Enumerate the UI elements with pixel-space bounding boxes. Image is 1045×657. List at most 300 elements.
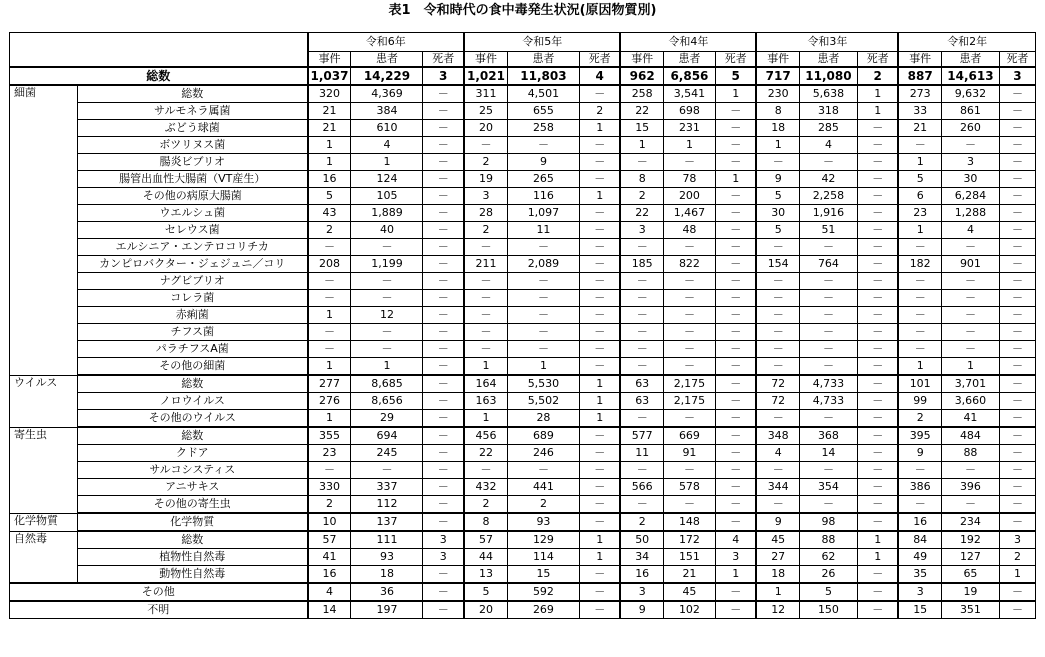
value-cell: 1	[308, 154, 351, 171]
value-cell: －	[898, 137, 941, 154]
value-cell: －	[308, 462, 351, 479]
value-cell: 4	[799, 137, 857, 154]
value-cell: －	[423, 307, 464, 324]
value-cell: 1	[715, 566, 756, 584]
value-cell: －	[663, 341, 715, 358]
value-cell: －	[857, 120, 898, 137]
value-cell: 1	[464, 410, 507, 428]
value-cell: －	[464, 324, 507, 341]
column-header: 患者	[351, 52, 423, 68]
value-cell: －	[999, 410, 1035, 428]
value-cell: 20	[464, 601, 507, 619]
value-cell: 368	[799, 427, 857, 445]
value-cell: 1	[579, 410, 620, 428]
value-cell: 15	[898, 601, 941, 619]
value-cell: 5	[464, 583, 507, 601]
total-cell: 962	[620, 67, 663, 85]
row-label: サルコシスティス	[78, 462, 308, 479]
value-cell: 2	[308, 496, 351, 514]
value-cell: －	[941, 324, 999, 341]
total-cell: 717	[756, 67, 799, 85]
value-cell: 3	[715, 549, 756, 566]
table-row	[10, 307, 1036, 324]
value-cell: －	[579, 154, 620, 171]
table-row	[10, 85, 1036, 103]
value-cell: 246	[507, 445, 579, 462]
value-cell: 16	[898, 513, 941, 531]
value-cell: －	[857, 358, 898, 376]
value-cell: －	[857, 256, 898, 273]
value-cell: 861	[941, 103, 999, 120]
value-cell: 2	[507, 496, 579, 514]
value-cell: 1,199	[351, 256, 423, 273]
value-cell: －	[464, 341, 507, 358]
value-cell: －	[756, 307, 799, 324]
value-cell: 2,258	[799, 188, 857, 205]
value-cell: 211	[464, 256, 507, 273]
value-cell: －	[999, 273, 1035, 290]
value-cell: 192	[941, 531, 999, 549]
table-row	[10, 462, 1036, 479]
value-cell: －	[857, 307, 898, 324]
column-header: 死者	[715, 52, 756, 68]
value-cell: 22	[620, 205, 663, 222]
value-cell: 99	[898, 393, 941, 410]
total-cell: 2	[857, 67, 898, 85]
value-cell: －	[579, 324, 620, 341]
table-row	[10, 205, 1036, 222]
column-header: 事件	[620, 52, 663, 68]
value-cell: －	[857, 583, 898, 601]
value-cell: 5	[799, 583, 857, 601]
value-cell: －	[351, 462, 423, 479]
value-cell: 72	[756, 375, 799, 393]
value-cell: 698	[663, 103, 715, 120]
total-row	[10, 67, 1036, 85]
row-label: その他の寄生虫	[78, 496, 308, 514]
value-cell: 1	[663, 137, 715, 154]
total-cell: 14,229	[351, 67, 423, 85]
value-cell: 116	[507, 188, 579, 205]
value-cell: －	[756, 410, 799, 428]
value-cell: 285	[799, 120, 857, 137]
table-row	[10, 256, 1036, 273]
value-cell: －	[507, 341, 579, 358]
value-cell: 18	[351, 566, 423, 584]
value-cell: －	[999, 479, 1035, 496]
value-cell: －	[857, 410, 898, 428]
total-label: 総数	[10, 67, 308, 85]
value-cell: 655	[507, 103, 579, 120]
value-cell: －	[423, 256, 464, 273]
value-cell: 1	[351, 154, 423, 171]
value-cell: －	[898, 239, 941, 256]
value-cell: －	[898, 290, 941, 307]
value-cell: 48	[663, 222, 715, 239]
value-cell: 30	[941, 171, 999, 188]
value-cell: －	[507, 290, 579, 307]
value-cell: 1	[898, 358, 941, 376]
value-cell: －	[999, 188, 1035, 205]
value-cell: 208	[308, 256, 351, 273]
value-cell: 1	[715, 171, 756, 188]
value-cell: 63	[620, 393, 663, 410]
row-label: アニサキス	[78, 479, 308, 496]
value-cell: 5,530	[507, 375, 579, 393]
value-cell: 901	[941, 256, 999, 273]
value-cell: 45	[756, 531, 799, 549]
value-cell: 2	[620, 513, 663, 531]
header-corner	[10, 33, 308, 68]
value-cell: 19	[464, 171, 507, 188]
value-cell: 3	[898, 583, 941, 601]
value-cell: 65	[941, 566, 999, 584]
value-cell: －	[857, 496, 898, 514]
value-cell: －	[715, 307, 756, 324]
value-cell: －	[941, 307, 999, 324]
value-cell: 484	[941, 427, 999, 445]
value-cell: －	[715, 205, 756, 222]
value-cell: －	[423, 222, 464, 239]
table-row	[10, 531, 1036, 549]
value-cell: 2	[620, 188, 663, 205]
row-label: 総数	[78, 375, 308, 393]
year-header: 令和3年	[756, 33, 898, 52]
value-cell: 102	[663, 601, 715, 619]
value-cell: 610	[351, 120, 423, 137]
value-cell: －	[941, 462, 999, 479]
value-cell: 163	[464, 393, 507, 410]
value-cell: －	[715, 239, 756, 256]
value-cell: 88	[941, 445, 999, 462]
value-cell: －	[999, 393, 1035, 410]
value-cell: －	[579, 222, 620, 239]
total-cell: 3	[423, 67, 464, 85]
value-cell: 10	[308, 513, 351, 531]
table-row	[10, 273, 1036, 290]
value-cell: 822	[663, 256, 715, 273]
value-cell: －	[423, 154, 464, 171]
value-cell: －	[308, 290, 351, 307]
value-cell: 355	[308, 427, 351, 445]
value-cell: 276	[308, 393, 351, 410]
value-cell: －	[715, 256, 756, 273]
value-cell: －	[620, 324, 663, 341]
value-cell: 41	[308, 549, 351, 566]
value-cell: －	[715, 273, 756, 290]
value-cell: －	[799, 358, 857, 376]
value-cell: －	[857, 513, 898, 531]
value-cell: 273	[898, 85, 941, 103]
table-row	[10, 103, 1036, 120]
value-cell: 45	[663, 583, 715, 601]
value-cell: －	[857, 566, 898, 584]
value-cell: －	[999, 513, 1035, 531]
value-cell: －	[799, 307, 857, 324]
value-cell: 11	[507, 222, 579, 239]
value-cell: －	[999, 358, 1035, 376]
food-poisoning-table	[9, 32, 1036, 619]
row-label: 腸炎ビブリオ	[78, 154, 308, 171]
total-cell: 14,613	[941, 67, 999, 85]
value-cell: －	[898, 462, 941, 479]
value-cell: 16	[620, 566, 663, 584]
value-cell: －	[999, 205, 1035, 222]
column-header: 死者	[423, 52, 464, 68]
value-cell: 21	[898, 120, 941, 137]
row-label: 植物性自然毒	[78, 549, 308, 566]
value-cell: 23	[898, 205, 941, 222]
value-cell: 4,501	[507, 85, 579, 103]
value-cell: 18	[756, 120, 799, 137]
value-cell: －	[756, 324, 799, 341]
value-cell: 1	[857, 549, 898, 566]
category-cell: ウイルス	[10, 375, 78, 427]
value-cell: －	[756, 462, 799, 479]
table-row	[10, 324, 1036, 341]
value-cell: 41	[941, 410, 999, 428]
value-cell: 50	[620, 531, 663, 549]
value-cell: －	[715, 222, 756, 239]
table-row	[10, 120, 1036, 137]
value-cell: 1	[620, 137, 663, 154]
row-label: カンピロバクター・ジェジュニ／コリ	[78, 256, 308, 273]
value-cell: －	[423, 137, 464, 154]
value-cell: －	[756, 290, 799, 307]
value-cell: 1	[857, 85, 898, 103]
value-cell: －	[857, 222, 898, 239]
value-cell: －	[579, 358, 620, 376]
value-cell: －	[579, 171, 620, 188]
value-cell: 22	[464, 445, 507, 462]
total-cell: 6,856	[663, 67, 715, 85]
value-cell: －	[999, 222, 1035, 239]
value-cell: －	[351, 290, 423, 307]
value-cell: 151	[663, 549, 715, 566]
value-cell: 84	[898, 531, 941, 549]
value-cell: 137	[351, 513, 423, 531]
value-cell: 40	[351, 222, 423, 239]
value-cell: －	[756, 273, 799, 290]
value-cell: －	[663, 358, 715, 376]
value-cell: 245	[351, 445, 423, 462]
value-cell: 9	[756, 513, 799, 531]
value-cell: 4	[351, 137, 423, 154]
value-cell: －	[999, 375, 1035, 393]
value-cell: －	[579, 445, 620, 462]
value-cell: 764	[799, 256, 857, 273]
table-row	[10, 188, 1036, 205]
value-cell: －	[857, 462, 898, 479]
value-cell: －	[857, 427, 898, 445]
value-cell: －	[423, 601, 464, 619]
value-cell: －	[620, 307, 663, 324]
value-cell: 19	[941, 583, 999, 601]
row-label: 不明	[10, 601, 308, 619]
value-cell: 29	[351, 410, 423, 428]
value-cell: －	[464, 137, 507, 154]
row-label: ボツリヌス菌	[78, 137, 308, 154]
column-header: 患者	[941, 52, 999, 68]
row-label: ぶどう球菌	[78, 120, 308, 137]
value-cell: 30	[756, 205, 799, 222]
total-cell: 887	[898, 67, 941, 85]
header-row-years	[10, 33, 1036, 52]
value-cell: －	[941, 273, 999, 290]
value-cell: 566	[620, 479, 663, 496]
value-cell: －	[857, 375, 898, 393]
value-cell: 4,733	[799, 375, 857, 393]
value-cell: 3	[999, 531, 1035, 549]
value-cell: －	[715, 583, 756, 601]
value-cell: －	[999, 85, 1035, 103]
value-cell: －	[423, 103, 464, 120]
value-cell: －	[464, 273, 507, 290]
value-cell: 8,656	[351, 393, 423, 410]
value-cell: 320	[308, 85, 351, 103]
value-cell: 260	[941, 120, 999, 137]
value-cell: 1	[579, 120, 620, 137]
value-cell: －	[579, 583, 620, 601]
value-cell: 344	[756, 479, 799, 496]
value-cell: －	[579, 307, 620, 324]
value-cell: －	[898, 496, 941, 514]
value-cell: 11	[620, 445, 663, 462]
table-row	[10, 601, 1036, 619]
value-cell: －	[423, 427, 464, 445]
value-cell: －	[941, 239, 999, 256]
value-cell: －	[857, 393, 898, 410]
value-cell: －	[351, 273, 423, 290]
value-cell: －	[715, 445, 756, 462]
value-cell: －	[799, 410, 857, 428]
value-cell: －	[423, 375, 464, 393]
value-cell: 2,089	[507, 256, 579, 273]
value-cell: 4,369	[351, 85, 423, 103]
row-label: クドア	[78, 445, 308, 462]
value-cell: －	[715, 601, 756, 619]
value-cell: 148	[663, 513, 715, 531]
value-cell: －	[579, 496, 620, 514]
value-cell: －	[579, 137, 620, 154]
value-cell: －	[799, 273, 857, 290]
value-cell: －	[663, 410, 715, 428]
value-cell: －	[308, 273, 351, 290]
value-cell: －	[799, 290, 857, 307]
value-cell: 258	[507, 120, 579, 137]
row-label: 化学物質	[78, 513, 308, 531]
value-cell: －	[423, 324, 464, 341]
value-cell: －	[620, 462, 663, 479]
value-cell: －	[799, 462, 857, 479]
value-cell: －	[715, 154, 756, 171]
value-cell: 14	[799, 445, 857, 462]
value-cell: 1	[579, 531, 620, 549]
table-row	[10, 358, 1036, 376]
value-cell: 88	[799, 531, 857, 549]
value-cell: －	[663, 496, 715, 514]
row-label: エルシニア・エンテロコリチカ	[78, 239, 308, 256]
total-cell: 3	[999, 67, 1035, 85]
value-cell: －	[423, 273, 464, 290]
value-cell: 9	[507, 154, 579, 171]
value-cell: 182	[898, 256, 941, 273]
year-header: 令和2年	[898, 33, 1035, 52]
value-cell: －	[756, 341, 799, 358]
row-label: 総数	[78, 427, 308, 445]
value-cell: －	[620, 358, 663, 376]
value-cell: －	[423, 358, 464, 376]
value-cell: －	[663, 324, 715, 341]
row-label: その他の細菌	[78, 358, 308, 376]
value-cell: 78	[663, 171, 715, 188]
value-cell: 689	[507, 427, 579, 445]
value-cell: －	[999, 427, 1035, 445]
value-cell: 8,685	[351, 375, 423, 393]
value-cell: 3	[620, 583, 663, 601]
value-cell: －	[423, 566, 464, 584]
value-cell: －	[423, 171, 464, 188]
value-cell: 337	[351, 479, 423, 496]
value-cell: 26	[799, 566, 857, 584]
value-cell: －	[579, 462, 620, 479]
row-label: 動物性自然毒	[78, 566, 308, 584]
value-cell: －	[579, 566, 620, 584]
value-cell: 34	[620, 549, 663, 566]
value-cell: 3,701	[941, 375, 999, 393]
value-cell: －	[663, 154, 715, 171]
value-cell: －	[999, 341, 1035, 358]
value-cell: 441	[507, 479, 579, 496]
value-cell: 49	[898, 549, 941, 566]
table-title: 表1 令和時代の食中毒発生状況(原因物質別)	[388, 3, 657, 18]
column-header: 患者	[663, 52, 715, 68]
value-cell: 2	[898, 410, 941, 428]
value-cell: 114	[507, 549, 579, 566]
total-cell: 11,080	[799, 67, 857, 85]
value-cell: －	[999, 324, 1035, 341]
value-cell: －	[857, 239, 898, 256]
value-cell: －	[663, 273, 715, 290]
value-cell: －	[507, 307, 579, 324]
value-cell: 592	[507, 583, 579, 601]
value-cell: 5	[756, 222, 799, 239]
value-cell: 577	[620, 427, 663, 445]
value-cell: 5,502	[507, 393, 579, 410]
value-cell: －	[423, 239, 464, 256]
value-cell: －	[620, 496, 663, 514]
value-cell: －	[579, 85, 620, 103]
value-cell: 231	[663, 120, 715, 137]
value-cell: 5,638	[799, 85, 857, 103]
value-cell: 1	[756, 137, 799, 154]
value-cell: 1	[941, 358, 999, 376]
value-cell: 197	[351, 601, 423, 619]
value-cell: 396	[941, 479, 999, 496]
value-cell: 1	[857, 103, 898, 120]
value-cell: 9	[898, 445, 941, 462]
value-cell: －	[308, 239, 351, 256]
value-cell: －	[715, 410, 756, 428]
value-cell: －	[799, 324, 857, 341]
value-cell: －	[857, 137, 898, 154]
value-cell: －	[999, 239, 1035, 256]
table-row	[10, 137, 1036, 154]
value-cell: －	[857, 445, 898, 462]
value-cell: 1	[308, 410, 351, 428]
value-cell: 93	[351, 549, 423, 566]
value-cell: 43	[308, 205, 351, 222]
